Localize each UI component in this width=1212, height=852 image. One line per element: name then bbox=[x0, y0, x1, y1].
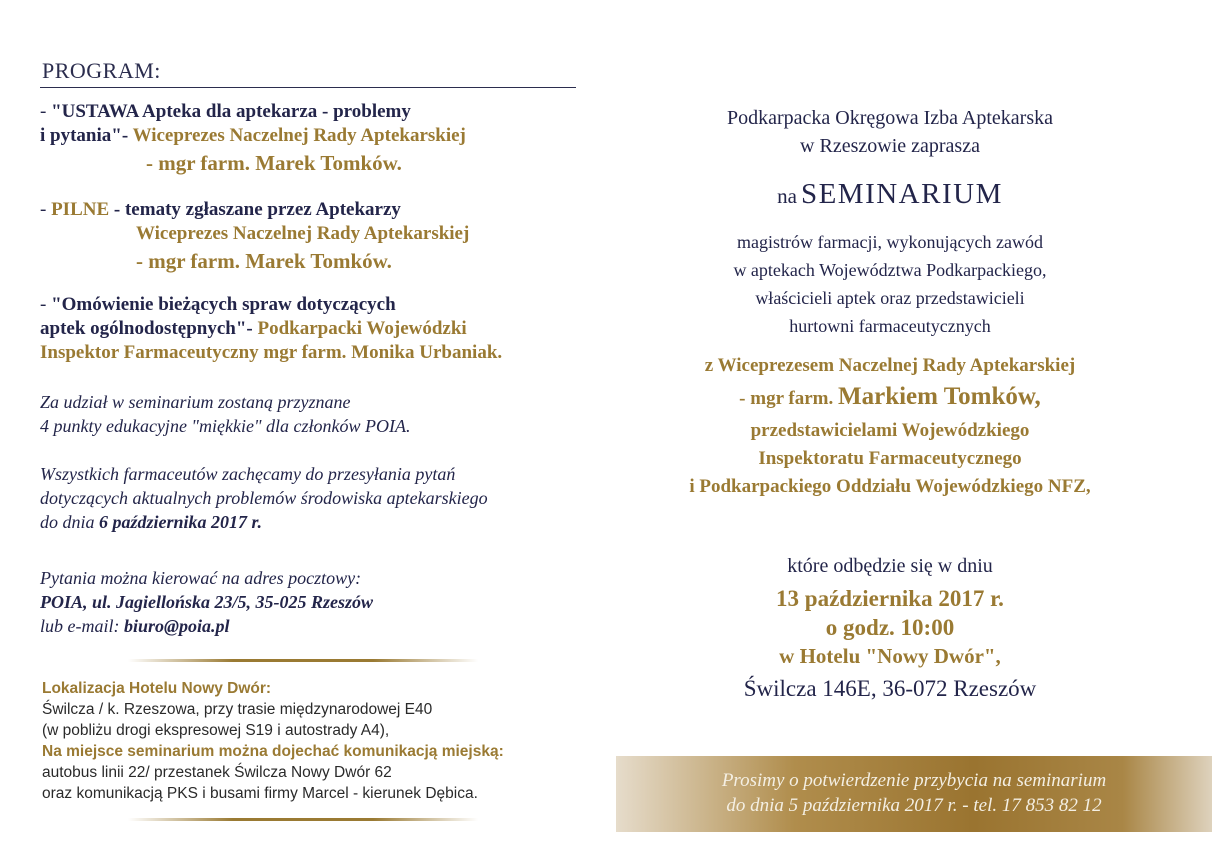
seminar-prefix: na bbox=[777, 184, 797, 208]
points-note bbox=[40, 390, 410, 438]
item-2-dash: - bbox=[40, 199, 52, 220]
contact-line-3 bbox=[40, 614, 373, 638]
location-block bbox=[42, 678, 504, 804]
item-3-topic: "Omówienie bieżących spraw dotyczących bbox=[51, 294, 396, 315]
audience-line-4: hurtowni farmaceutycznych bbox=[789, 316, 991, 336]
location-line-1: Świlcza / k. Rzeszowa, przy trasie międzynarodowej E40 bbox=[42, 701, 433, 718]
location-heading: Lokalizacja Hotelu Nowy Dwór: bbox=[42, 680, 272, 697]
organizer-line-2: w Rzeszowie zaprasza bbox=[800, 135, 980, 157]
organizer-line-1: Podkarpacka Okręgowa Izba Aptekarska bbox=[727, 107, 1053, 129]
audience-line-3: właścicieli aptek oraz przedstawicieli bbox=[755, 288, 1025, 308]
item-1-dash: - bbox=[40, 101, 52, 122]
questions-line-1: Wszystkich farmaceutów zachęcamy do przesyłania pytań bbox=[40, 464, 456, 484]
location-bottom-rule bbox=[128, 818, 478, 821]
seminar-title: SEMINARIUM bbox=[800, 178, 1003, 210]
item-3-speaker-name: Inspektor Farmaceutyczny mgr farm. Monika Urbaniak. bbox=[40, 342, 503, 363]
item-2-speaker-role: Wiceprezes Naczelnej Rady Aptekarskiej bbox=[136, 223, 470, 244]
transport-line-2: oraz komunikacją PKS i busami firmy Marcel - kierunek Dębica. bbox=[42, 785, 478, 802]
item-3-speaker-role: Podkarpacki Wojewódzki bbox=[257, 318, 467, 339]
confirmation-line-1: Prosimy o potwierdzenie przybycia na seminarium bbox=[721, 770, 1107, 791]
guest-title: - mgr farm. bbox=[739, 388, 834, 409]
organizer bbox=[620, 104, 1160, 160]
email-address[interactable]: biuro@poia.pl bbox=[123, 616, 230, 636]
guests-line-5: i Podkarpackiego Oddziału Wojewódzkiego NFZ, bbox=[689, 476, 1091, 497]
points-line-2: 4 punkty edukacyjne "miękkie" dla członków POIA. bbox=[40, 416, 411, 436]
item-3-sep: - bbox=[246, 318, 258, 339]
transport-line-1: autobus linii 22/ przestanek Świlcza Nowy Dwór 62 bbox=[42, 764, 392, 781]
location-line-2: (w pobliżu drogi ekspresowej S19 i autostrady A4), bbox=[42, 722, 390, 739]
event-time: o godz. 10:00 bbox=[825, 615, 955, 640]
questions-note bbox=[40, 462, 488, 534]
guests-line-4: Inspektoratu Farmaceutycznego bbox=[758, 448, 1022, 469]
email-prefix: lub e-mail: bbox=[40, 616, 124, 636]
program-title: PROGRAM: bbox=[42, 58, 161, 83]
audience-line-2: w aptekach Województwa Podkarpackiego, bbox=[733, 260, 1047, 280]
seminar-heading bbox=[620, 176, 1160, 217]
transport-heading: Na miejsce seminarium można dojechać komunikacją miejską: bbox=[42, 743, 504, 760]
item-1-speaker-name: - mgr farm. Marek Tomków. bbox=[146, 151, 402, 175]
item-1-sep: - bbox=[121, 125, 133, 146]
guests-line-1: z Wiceprezesem Naczelnej Rady Aptekarskiej bbox=[704, 355, 1076, 376]
questions-deadline-prefix: do dnia bbox=[40, 512, 100, 532]
location-top-rule bbox=[128, 659, 478, 662]
guests-line-2 bbox=[620, 383, 1160, 413]
questions-deadline: 6 października 2017 r. bbox=[99, 512, 263, 532]
item-3-dash: - bbox=[40, 294, 52, 315]
contact-note bbox=[40, 566, 373, 638]
item-2-speaker-name: - mgr farm. Marek Tomków. bbox=[136, 249, 392, 273]
event-venue: w Hotelu "Nowy Dwór", bbox=[779, 644, 1001, 668]
item-3-topic-cont: aptek ogólnodostępnych" bbox=[40, 318, 247, 339]
questions-line-3 bbox=[40, 510, 488, 534]
guests-line-3: przedstawicielami Wojewódzkiego bbox=[750, 420, 1030, 441]
event-date: 13 października 2017 r. bbox=[776, 586, 1004, 611]
item-1-topic-cont: i pytania" bbox=[40, 125, 122, 146]
questions-line-2: dotyczących aktualnych problemów środowiska aptekarskiego bbox=[40, 488, 488, 508]
event-address: Świlcza 146E, 36-072 Rzeszów bbox=[743, 676, 1037, 701]
confirmation-banner bbox=[616, 756, 1212, 832]
confirmation-line-2: do dnia 5 października 2017 r. - tel. 17 853 82 12 bbox=[726, 795, 1102, 816]
item-2-topic: - tematy zgłaszane przez Aptekarzy bbox=[109, 199, 401, 220]
guests bbox=[620, 352, 1160, 501]
guest-name: Markiem Tomków, bbox=[838, 383, 1041, 410]
when-intro: które odbędzie się w dniu bbox=[787, 555, 993, 577]
item-1-topic: "USTAWA Apteka dla aptekarza - problemy bbox=[51, 101, 411, 122]
item-1-speaker-role: Wiceprezes Naczelnej Rady Aptekarskiej bbox=[132, 125, 466, 146]
points-line-1: Za udział w seminarium zostaną przyznane bbox=[40, 392, 351, 412]
event-details bbox=[620, 584, 1160, 671]
postal-address: POIA, ul. Jagiellońska 23/5, 35-025 Rzeszów bbox=[40, 592, 374, 612]
audience-line-1: magistrów farmacji, wykonujących zawód bbox=[737, 232, 1043, 252]
program-item-2 bbox=[40, 198, 469, 273]
program-item-1 bbox=[40, 100, 466, 175]
item-2-urgent: PILNE bbox=[51, 199, 110, 220]
contact-line-1: Pytania można kierować na adres pocztowy: bbox=[40, 568, 362, 588]
program-item-3 bbox=[40, 293, 502, 365]
audience bbox=[620, 228, 1160, 340]
program-divider bbox=[40, 87, 576, 88]
